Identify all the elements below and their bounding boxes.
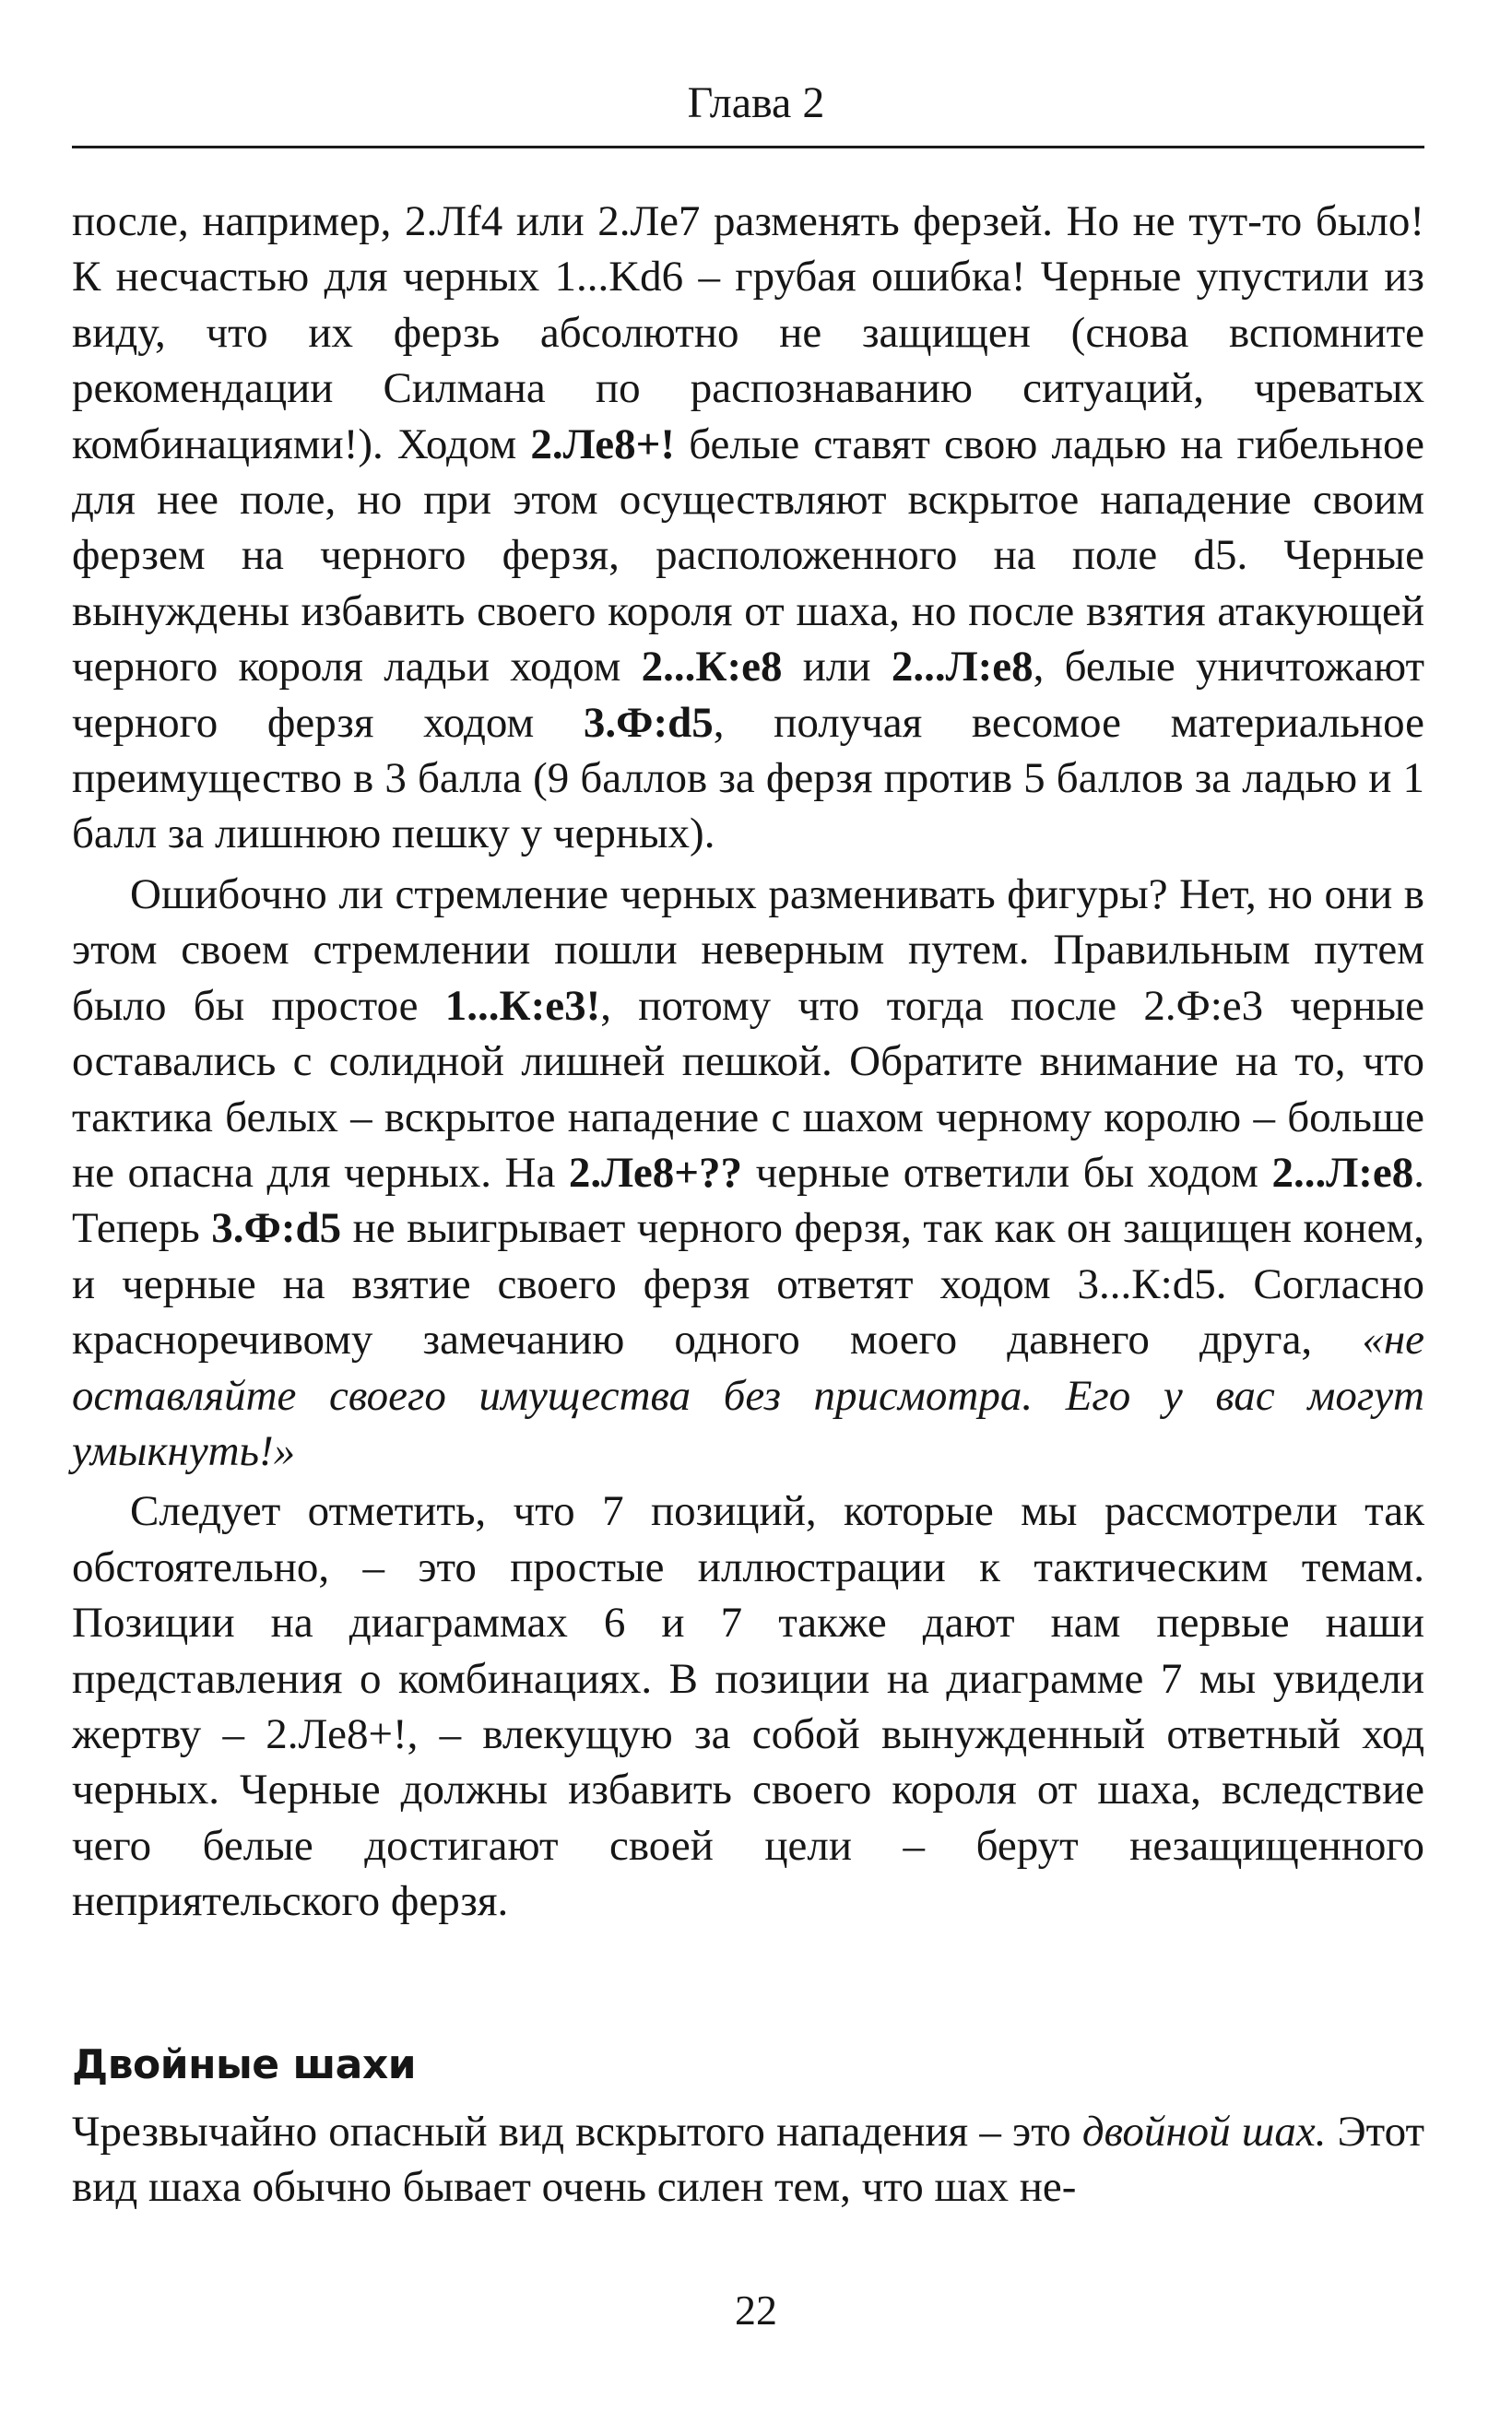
text-run: после, например, 2.Лf4 или 2.Ле7 разменять ферзей. Но не тут-то было! К несчастью для черных 1...Kd6 – грубая ошибка! Черные упустили из виду, что их ферзь абсолютно не защищен (снова вспомните рекомендации Силмана по распознаванию ситуаций, чреватых комбинациями!). Ходом: [72, 197, 1424, 468]
italic-text: «не оставляйте своего имущества без присмотра. Его у вас могут умыкнуть!»: [72, 1316, 1424, 1475]
header-rule: [72, 146, 1424, 148]
section-heading: Двойные шахи: [72, 2041, 417, 2088]
text-run: Следует отметить, что 7 позиций, которые мы рассмотрели так обстоятельно, – это простые иллюстрации к тактическим темам. Позиции на диаграммах 6 и 7 также дают нам первые наши представления о комбинациях. В позиции на диаграмме 7 мы увидели жертву – 2.Ле8+!, – влекущую за собой вынужденный ответный ход черных. Черные должны избавить своего короля от шаха, вследствие чего белые достигают своей цели – берут незащищенного неприятельского ферзя.: [72, 1487, 1424, 1926]
italic-text: двойной шах.: [1081, 2108, 1327, 2156]
paragraph: [72, 1483, 1424, 1929]
paragraph: [72, 2104, 1424, 2216]
bold-move: 3.Ф:d5: [583, 698, 714, 747]
text-run: Чрезвычайно опасный вид вскрытого нападения – это: [72, 2108, 1082, 2156]
text-run: не выигрывает черного ферзя, так как он защищен конем, и черные на взятие своего ферзя ответят ходом 3...К:d5. Согласно красноречивому замечанию одного моего давнего друга,: [72, 1204, 1424, 1365]
bold-move: 2.Ле8+!: [530, 420, 676, 468]
paragraph: [72, 867, 1424, 1479]
text-run: черные ответили бы ходом: [742, 1148, 1272, 1197]
paragraph: [72, 194, 1424, 862]
bold-move: 2...Л:е8: [891, 643, 1034, 691]
bold-move: 2.Ле8+??: [568, 1148, 743, 1197]
text-run: Ошибочно ли стремление черных разменивать фигуры? Нет, но они в этом своем стремлении пошли неверным путем. Правильным путем было бы простое: [72, 869, 1424, 1030]
bold-move: 2...К:е8: [641, 643, 783, 691]
page-number: 22: [735, 2287, 777, 2334]
body-text: [72, 194, 1424, 1930]
text-run: , потому что тогда после 2.Ф:е3 черные оставались с солидной лишней пешкой. Обратите внимание на то, что тактика белых – вскрытое нападение с шахом черному королю – больше не опасна для черных. На: [72, 981, 1424, 1197]
bold-move: 1...К:е3!: [444, 981, 601, 1030]
section-text: [72, 2104, 1424, 2216]
bold-move: 3.Ф:d5: [211, 1204, 342, 1253]
text-run: белые ставят свою ладью на гибельное для нее поле, но при этом осуществляют вскрытое нападение своим ферзем на черного ферзя, расположенного на поле d5. Черные вынуждены избавить своего короля от шаха, но после взятия атакующей черного короля ладьи ходом: [72, 420, 1424, 691]
text-run: Этот вид шаха обычно бывает очень силен тем, что шах не-: [72, 2108, 1425, 2212]
text-run: , получая весомое материальное преимущество в 3 балла (9 баллов за ферзя против 5 баллов за ладью и 1 балл за лишнюю пешку у черных).: [72, 698, 1424, 858]
text-run: . Теперь: [72, 1148, 1424, 1253]
bold-move: 2...Л:е8: [1271, 1148, 1414, 1197]
text-run: , белые уничтожают черного ферзя ходом: [72, 643, 1424, 747]
text-run: или: [782, 643, 892, 691]
running-head: Глава 2: [687, 78, 825, 127]
